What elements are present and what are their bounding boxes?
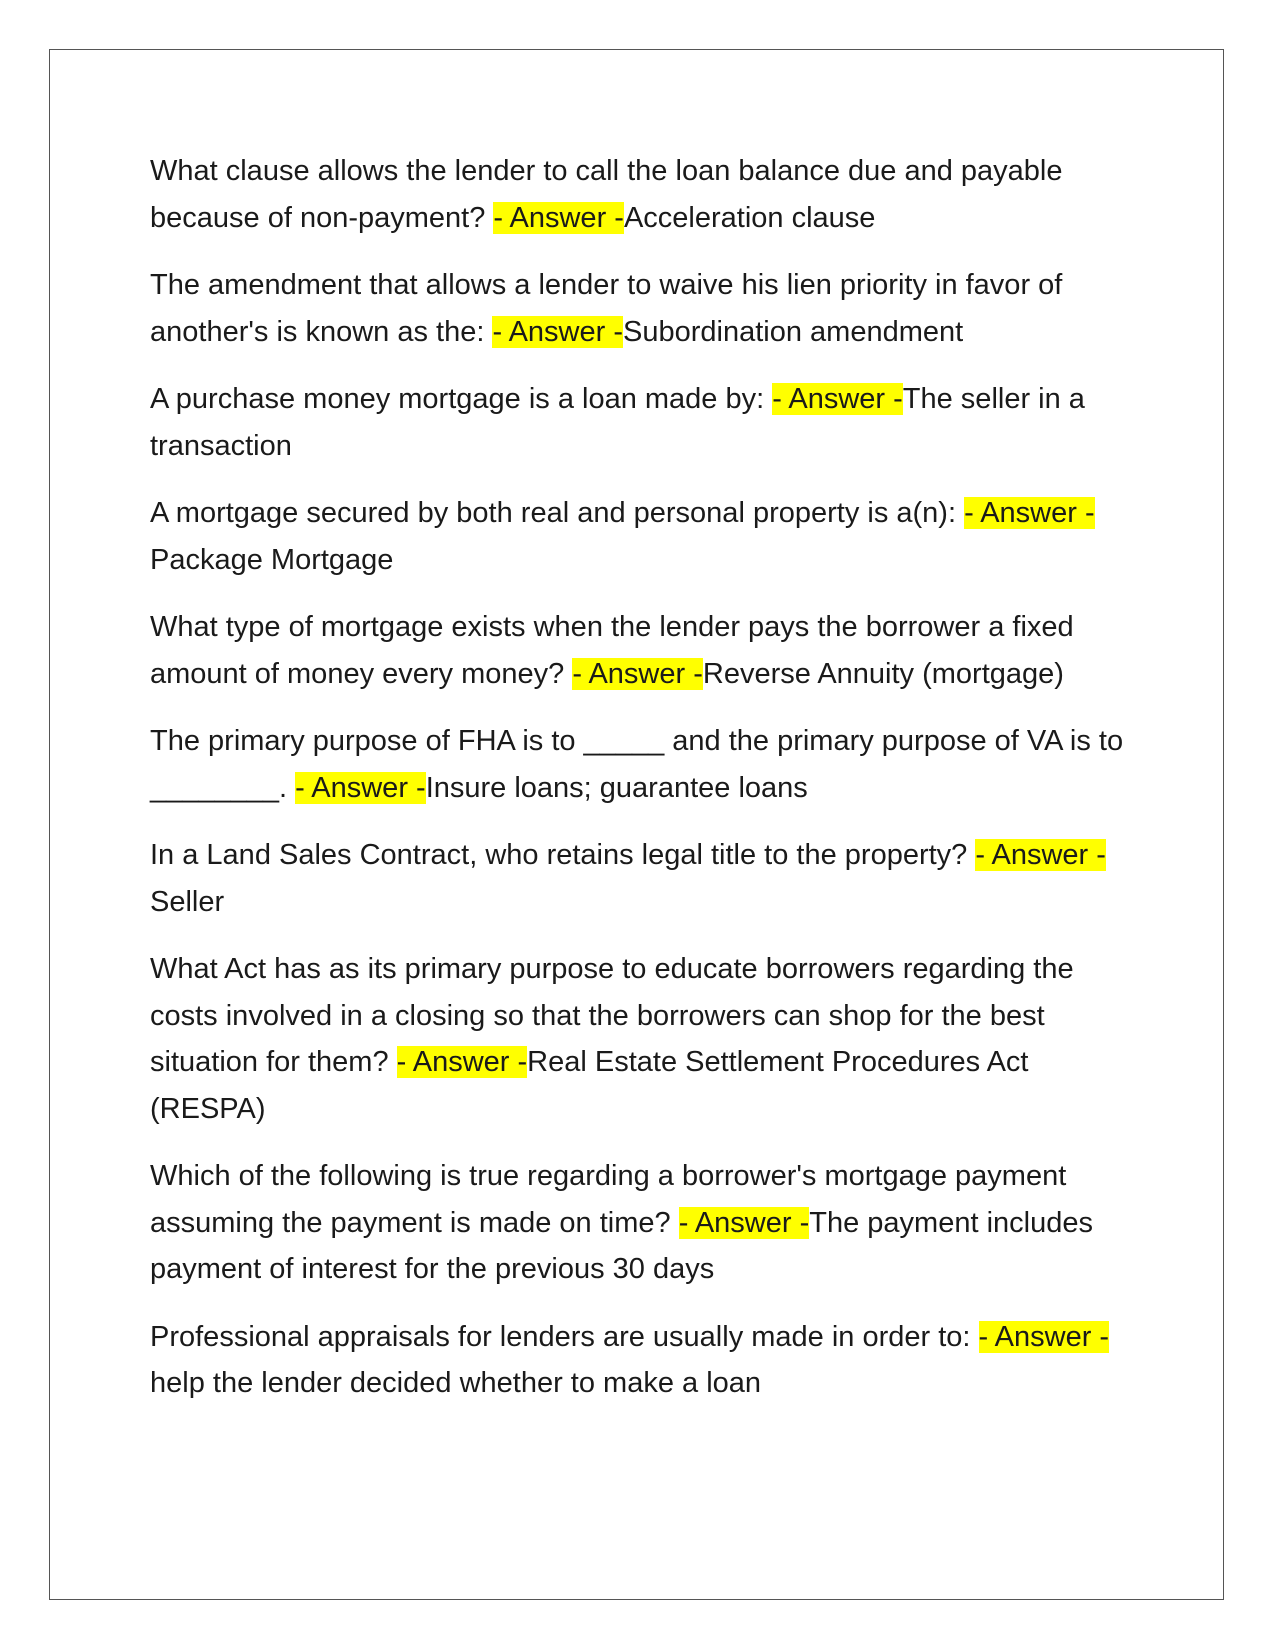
- answer-text: The seller in a transaction: [150, 383, 1085, 462]
- question-text: The primary purpose of FHA is to _____ and the primary purpose of VA is to ________.: [150, 725, 1124, 804]
- answer-text: Reverse Annuity (mortgage): [702, 657, 1064, 690]
- qa-item: [150, 946, 1135, 1132]
- answer-marker: - Answer -: [396, 1046, 528, 1078]
- answer-text: Package Mortgage: [150, 543, 394, 576]
- question-text: What type of mortgage exists when the lender pays the borrower a fixed amount of money every money?: [150, 611, 1074, 690]
- answer-marker: - Answer -: [572, 657, 703, 690]
- answer-text: The payment includes payment of interest for the previous 30 days: [150, 1206, 1093, 1285]
- qa-item: [150, 1153, 1135, 1293]
- question-text: A mortgage secured by both real and personal property is a(n):: [150, 497, 957, 529]
- answer-text: Insure loans; guarantee loans: [425, 771, 808, 804]
- answer-marker: - Answer -: [964, 497, 1095, 529]
- answer-marker: - Answer -: [678, 1206, 810, 1239]
- answer-text: Real Estate Settlement Procedures Act (RESPA): [150, 1046, 1029, 1125]
- qa-item: [150, 1314, 1135, 1407]
- qa-item: [150, 376, 1135, 469]
- answer-marker: - Answer -: [772, 383, 903, 415]
- answer-marker: - Answer -: [978, 1320, 1110, 1353]
- question-text: Professional appraisals for lenders are usually made in order to:: [150, 1320, 971, 1353]
- qa-item: [150, 148, 1135, 241]
- answer-marker: - Answer -: [492, 315, 623, 348]
- qa-item: [150, 832, 1135, 925]
- question-text: In a Land Sales Contract, who retains legal title to the property?: [150, 839, 968, 871]
- answer-text: Seller: [150, 885, 225, 918]
- answer-marker: - Answer -: [975, 839, 1106, 871]
- question-text: The amendment that allows a lender to waive his lien priority in favor of another's is known as the:: [150, 269, 1063, 348]
- question-text: What Act has as its primary purpose to educate borrowers regarding the costs involved in a closing so that the borrowers can shop for the best situation for them?: [150, 953, 1074, 1078]
- answer-marker: - Answer -: [295, 771, 426, 804]
- qa-item: [150, 262, 1135, 355]
- answer-marker: - Answer -: [493, 201, 624, 234]
- question-text: A purchase money mortgage is a loan made by:: [150, 383, 765, 415]
- answer-text: Subordination amendment: [623, 315, 964, 348]
- qa-item: [150, 604, 1135, 697]
- qa-item: [150, 490, 1135, 583]
- question-text: What clause allows the lender to call the loan balance due and payable because of non-payment?: [150, 155, 1063, 234]
- answer-text: help the lender decided whether to make a loan: [150, 1367, 762, 1399]
- qa-list: [150, 148, 1135, 1428]
- qa-item: [150, 718, 1135, 811]
- question-text: Which of the following is true regarding a borrower's mortgage payment assuming the payment is made on time?: [150, 1160, 1067, 1239]
- answer-text: Acceleration clause: [623, 201, 876, 234]
